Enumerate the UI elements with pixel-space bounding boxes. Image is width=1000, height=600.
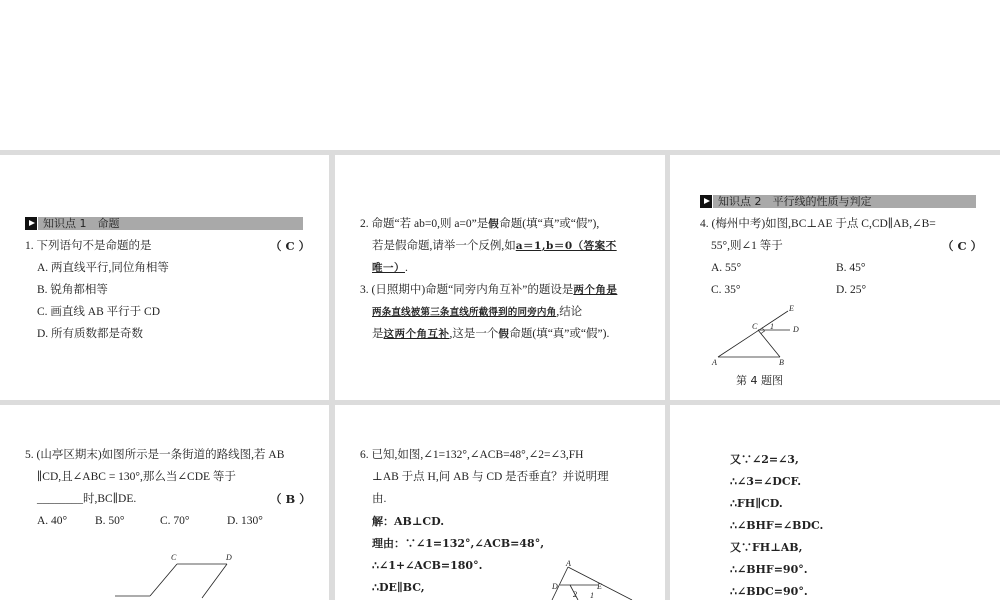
question-5-answer: （ B ）	[270, 492, 311, 506]
question-2-line-3: 唯一）.	[372, 262, 408, 274]
question-5-line-1: 5. (山亭区期末)如图所示是一条街道的路线图,若 AB	[25, 449, 285, 461]
question-3-line-3: 是这两个角互补,这是一个假命题(填“真”或“假”).	[372, 328, 610, 340]
question-6-line-2: ⊥AB 于点 H,问 AB 与 CD 是否垂直？并说明理	[372, 471, 609, 483]
question-4-line-2: 55°,则∠1 等于	[711, 240, 783, 252]
blank-header-area	[0, 0, 1000, 150]
solution-line-3: ∴∠1+∠ACB=180°.	[372, 559, 483, 572]
question-5-option-d: D. 130°	[227, 515, 263, 527]
question-5-option-b: B. 50°	[95, 515, 125, 527]
question-1-option-a: A. 两直线平行,同位角相等	[37, 262, 169, 274]
question-5-option-c: C. 70°	[160, 515, 190, 527]
question-4-line-1: 4. (梅州中考)如图,BC⊥AE 于点 C,CD∥AB,∠B=	[700, 218, 936, 230]
label-e: E	[789, 304, 794, 313]
solution-line-7: ∴∠BDC=90°.	[730, 585, 808, 598]
street-bc	[150, 564, 177, 596]
slide-panel-3[interactable]	[670, 155, 1000, 400]
section-arrow-icon	[700, 195, 712, 208]
question-1-stem: 1. 下列语句不是命题的是	[25, 240, 152, 252]
question-1-option-d: D. 所有质数都是奇数	[37, 328, 144, 340]
solution-line-4: ∴∠BHF=∠BDC.	[730, 519, 824, 532]
question-6-line-3: 由.	[372, 493, 387, 505]
question-5-line-2: ∥CD,且∠ABC = 130°,那么当∠CDE 等于	[37, 471, 236, 483]
slide-panel-4[interactable]	[0, 405, 329, 600]
label-e: E	[597, 582, 602, 591]
label-a: A	[712, 358, 717, 367]
slide-panel-2[interactable]	[335, 155, 665, 400]
question-2-line-2: 若是假命题,请举一个反例,如a＝1,b＝0（答案不	[372, 240, 617, 252]
question-6-line-1: 6. 已知,如图,∠1=132°,∠ACB=48°,∠2=∠3,FH	[360, 449, 584, 461]
label-c: C	[171, 553, 177, 562]
street-de	[202, 564, 227, 598]
question-2-blank-1: 假	[488, 218, 500, 230]
solution-line-3: ∴FH∥CD.	[730, 497, 783, 510]
label-b: B	[779, 358, 784, 367]
section-arrow-icon	[25, 217, 37, 230]
question-5-figure	[105, 548, 255, 600]
question-2-blank-2: a＝1,b＝0（答案不	[515, 240, 617, 252]
section-title: 知识点 1 命题	[43, 217, 120, 230]
question-4-option-d: D. 25°	[836, 284, 867, 296]
label-a: A	[566, 559, 571, 568]
label-c: C	[752, 322, 758, 331]
solution-line-1: 解：AB⊥CD.	[372, 515, 445, 528]
solution-line-2: ∴∠3=∠DCF.	[730, 475, 802, 488]
question-5-line-3: ________时,BC∥DE.	[37, 493, 137, 505]
solution-line-1: 又∵∠2=∠3,	[730, 453, 799, 466]
question-4-option-a: A. 55°	[711, 262, 742, 274]
question-3-blank-3: 假	[498, 328, 510, 340]
question-1-answer: （ C ）	[270, 239, 311, 253]
label-d: D	[226, 553, 232, 562]
question-4-option-c: C. 35°	[711, 284, 741, 296]
figure-caption: 第 4 题图	[736, 374, 783, 387]
label-angle-1: 1	[590, 591, 594, 600]
slide-panel-5[interactable]	[335, 405, 665, 600]
solution-line-2: 理由：∵∠1=132°,∠ACB=48°,	[372, 537, 545, 550]
question-3-line-2: 两条直线被第三条直线所截得到的同旁内角,结论	[372, 306, 583, 318]
label-d: D	[793, 325, 799, 334]
question-1-option-c: C. 画直线 AB 平行于 CD	[37, 306, 160, 318]
slide-panel-1[interactable]	[0, 155, 329, 400]
question-3-line-1: 3. (日照期中)命题“同旁内角互补”的题设是两个角是	[360, 284, 618, 296]
question-3-blank-1: 两个角是	[573, 284, 618, 296]
label-angle-2: 2	[573, 590, 577, 599]
line-ae	[718, 311, 788, 357]
question-4-figure	[710, 303, 810, 369]
question-3-blank-2: 这两个角互补	[383, 328, 450, 340]
label-d: D	[552, 582, 558, 591]
solution-line-4: ∴DE∥BC,	[372, 581, 425, 594]
question-6-figure	[540, 555, 650, 600]
question-4-answer: （ C ）	[942, 239, 983, 253]
slide-panel-6[interactable]	[670, 405, 1000, 600]
question-2-line-1: 2. 命题“若 ab=0,则 a=0”是假命题(填“真”或“假”),	[360, 218, 600, 230]
solution-line-6: ∴∠BHF=90°.	[730, 563, 808, 576]
section-title: 知识点 2 平行线的性质与判定	[718, 195, 872, 208]
label-angle-1: 1	[770, 322, 774, 331]
line-cb	[758, 330, 780, 357]
solution-line-5: 又∵FH⊥AB,	[730, 541, 803, 554]
question-5-option-a: A. 40°	[37, 515, 68, 527]
question-1-option-b: B. 锐角都相等	[37, 284, 108, 296]
question-4-option-b: B. 45°	[836, 262, 866, 274]
